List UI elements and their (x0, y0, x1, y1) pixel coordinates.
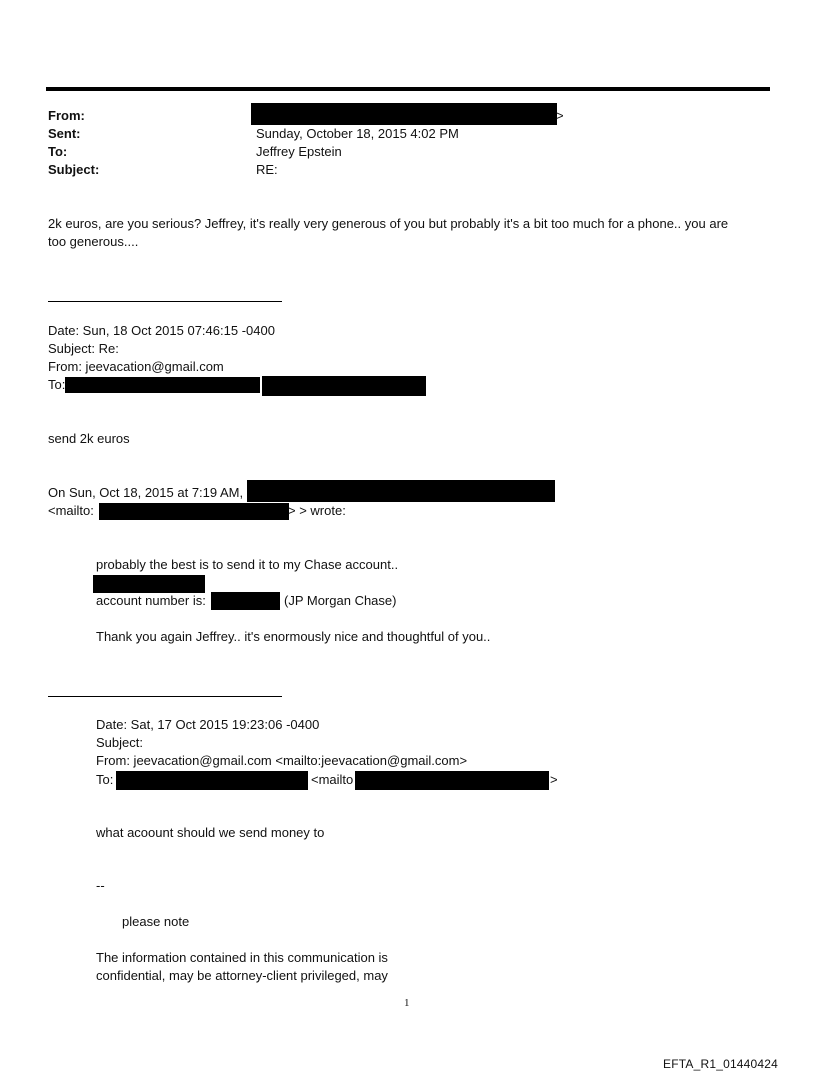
subject-value: RE: (256, 162, 278, 177)
redaction-quote1-to-a (65, 377, 260, 393)
quote1-thanks: Thank you again Jeffrey.. it's enormously nice and thoughtful of you.. (96, 629, 491, 644)
document-id: EFTA_R1_01440424 (663, 1057, 779, 1071)
redaction-quote2-mailto (355, 771, 549, 790)
redaction-quote1-sender (247, 480, 555, 502)
quote1-date: Date: Sun, 18 Oct 2015 07:46:15 -0400 (48, 323, 275, 338)
quote1-bank: (JP Morgan Chase) (284, 593, 397, 608)
from-tail: > (556, 108, 564, 123)
quote2-disclaimer-2: confidential, may be attorney-client privileged, may (96, 968, 388, 983)
quote1-mailto: <mailto: (48, 503, 94, 518)
quote2-mailto: <mailto (311, 772, 354, 787)
page-number: 1 (404, 997, 410, 1009)
quote2-sig-dash: -- (96, 878, 105, 893)
redaction-quote1-to-b (262, 376, 426, 396)
body-line-2: too generous.... (48, 234, 139, 249)
quote1-subject: Subject: Re: (48, 341, 119, 356)
redaction-quote2-to (116, 771, 308, 790)
quote2-to: To: (96, 772, 114, 787)
sent-value: Sunday, October 18, 2015 4:02 PM (256, 126, 459, 141)
redaction-account-number (211, 592, 280, 610)
quote1-on-line: On Sun, Oct 18, 2015 at 7:19 AM, (48, 485, 244, 500)
quote2-message: what acoount should we send money to (96, 825, 325, 840)
quote-divider-1 (48, 301, 282, 302)
redaction-from (251, 103, 557, 125)
quote1-message: send 2k euros (48, 431, 130, 446)
quote1-from: From: jeevacation@gmail.com (48, 359, 224, 374)
quote2-disclaimer-1: The information contained in this communication is (96, 950, 388, 965)
quote2-from: From: jeevacation@gmail.com <mailto:jeevacation@gmail.com> (96, 753, 468, 768)
quote2-tail: > (550, 772, 558, 787)
quote1-account-label: account number is: (96, 593, 206, 608)
quote2-subject: Subject: (96, 735, 143, 750)
header-rule (46, 87, 770, 91)
quote-divider-2 (48, 696, 282, 697)
quote2-date: Date: Sat, 17 Oct 2015 19:23:06 -0400 (96, 717, 320, 732)
redaction-quote1-mailto (99, 503, 289, 520)
from-label: From: (48, 108, 85, 123)
to-value: Jeffrey Epstein (256, 144, 342, 159)
redaction-account-name (93, 575, 205, 593)
to-label: To: (48, 144, 68, 159)
quote2-note: please note (122, 914, 190, 929)
body-line-1: 2k euros, are you serious? Jeffrey, it's really very generous of you but probably it's a bit too much for a phone.. you are (48, 216, 729, 231)
quote1-wrote: > > wrote: (288, 503, 346, 518)
quote1-body-line-1: probably the best is to send it to my Chase account.. (96, 557, 399, 572)
quote1-to: To: (48, 377, 66, 392)
sent-label: Sent: (48, 126, 81, 141)
subject-label: Subject: (48, 162, 100, 177)
